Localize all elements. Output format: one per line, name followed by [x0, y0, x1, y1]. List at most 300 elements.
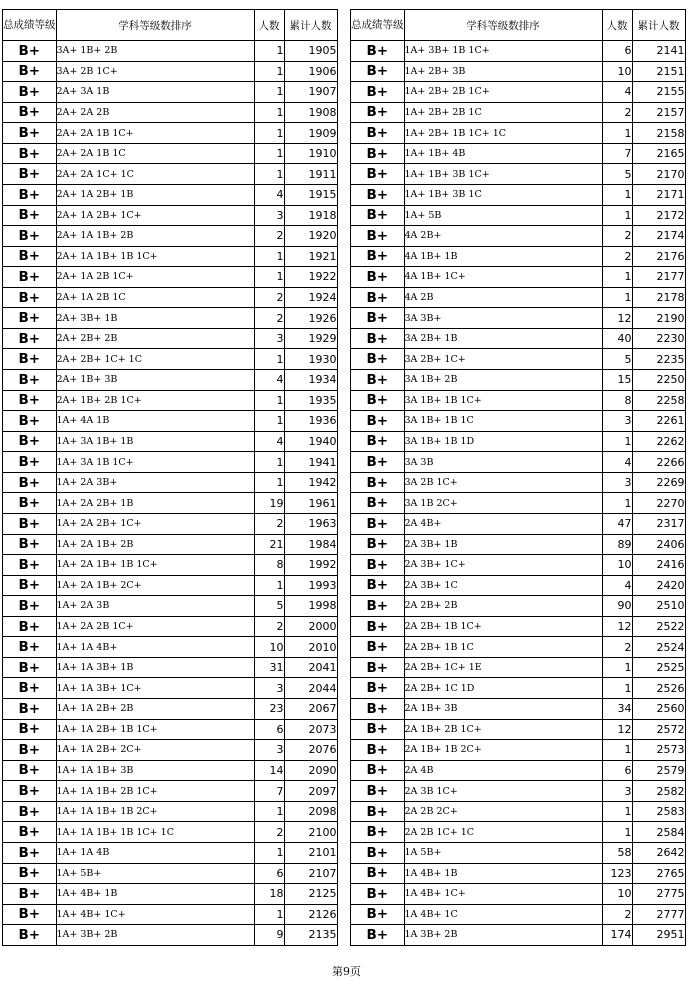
table-row	[3, 287, 338, 308]
grade-cell: B+	[3, 472, 57, 493]
cropped-title-fragment	[160, 0, 540, 6]
table-row	[3, 678, 338, 699]
cumulative-cell: 2000	[284, 616, 337, 637]
grade-cell: B+	[3, 904, 57, 925]
subject-ranks-cell: 2A+ 1A 2B+ 1B	[56, 184, 254, 205]
cumulative-cell: 2525	[632, 657, 685, 678]
grade-cell: B+	[3, 513, 57, 534]
subject-ranks-cell: 1A+ 3A 1B+ 1B	[56, 431, 254, 452]
cumulative-cell: 1921	[284, 246, 337, 267]
count-cell: 4	[254, 370, 284, 391]
table-row	[351, 657, 686, 678]
subject-ranks-cell: 1A+ 2A 1B+ 2B	[56, 534, 254, 555]
table-row	[351, 184, 686, 205]
cumulative-cell: 2583	[632, 801, 685, 822]
cumulative-cell: 1926	[284, 308, 337, 329]
subject-ranks-cell: 1A+ 1B+ 4B	[404, 143, 602, 164]
subject-ranks-cell: 1A+ 2A 1B+ 2C+	[56, 575, 254, 596]
table-row	[351, 267, 686, 288]
grade-cell: B+	[3, 349, 57, 370]
table-row	[351, 82, 686, 103]
grade-cell: B+	[3, 82, 57, 103]
count-cell: 3	[254, 205, 284, 226]
subject-ranks-cell: 1A+ 1A 1B+ 1B 2C+	[56, 801, 254, 822]
count-cell: 1	[254, 41, 284, 62]
cumulative-cell: 1992	[284, 555, 337, 576]
grade-cell: B+	[351, 349, 405, 370]
table-row	[351, 884, 686, 905]
grade-cell: B+	[351, 390, 405, 411]
table-row	[3, 452, 338, 473]
grade-cell: B+	[351, 678, 405, 699]
count-cell: 18	[254, 884, 284, 905]
grade-cell: B+	[3, 267, 57, 288]
cumulative-cell: 2524	[632, 637, 685, 658]
grade-cell: B+	[351, 82, 405, 103]
cumulative-cell: 2420	[632, 575, 685, 596]
cumulative-cell: 2126	[284, 904, 337, 925]
table-row	[3, 102, 338, 123]
table-row	[351, 41, 686, 62]
table-row	[3, 123, 338, 144]
table-row	[351, 616, 686, 637]
count-cell: 1	[254, 452, 284, 473]
grade-cell: B+	[3, 226, 57, 247]
count-cell: 6	[254, 719, 284, 740]
subject-ranks-cell: 1A+ 2A 2B 1C+	[56, 616, 254, 637]
grade-cell: B+	[351, 740, 405, 761]
count-cell: 10	[602, 884, 632, 905]
table-row	[351, 596, 686, 617]
grade-cell: B+	[3, 102, 57, 123]
table-row	[3, 82, 338, 103]
subject-ranks-cell: 2A+ 1A 2B+ 1C+	[56, 205, 254, 226]
grade-cell: B+	[3, 328, 57, 349]
grade-cell: B+	[351, 781, 405, 802]
grade-cell: B+	[3, 308, 57, 329]
table-row	[351, 308, 686, 329]
count-cell: 123	[602, 863, 632, 884]
subject-ranks-cell: 2A 1B+ 1B 2C+	[404, 740, 602, 761]
subject-ranks-cell: 2A+ 2A 1B 1C	[56, 143, 254, 164]
grade-cell: B+	[3, 596, 57, 617]
grade-cell: B+	[3, 41, 57, 62]
subject-ranks-cell: 3A 1B+ 1B 1C+	[404, 390, 602, 411]
subject-ranks-cell: 2A+ 2B+ 2B	[56, 328, 254, 349]
table-row	[351, 370, 686, 391]
table-row	[351, 699, 686, 720]
cumulative-cell: 2262	[632, 431, 685, 452]
subject-ranks-cell: 3A 1B 2C+	[404, 493, 602, 514]
count-cell: 1	[602, 287, 632, 308]
count-cell: 15	[602, 370, 632, 391]
count-cell: 6	[602, 760, 632, 781]
cumulative-cell: 2230	[632, 328, 685, 349]
count-cell: 1	[254, 904, 284, 925]
table-row	[3, 184, 338, 205]
cumulative-cell: 1905	[284, 41, 337, 62]
count-cell: 2	[602, 637, 632, 658]
grade-cell: B+	[3, 390, 57, 411]
grade-cell: B+	[351, 41, 405, 62]
cumulative-cell: 2579	[632, 760, 685, 781]
table-row	[351, 555, 686, 576]
grade-cell: B+	[3, 699, 57, 720]
subject-ranks-cell: 2A 2B+ 1B 1C	[404, 637, 602, 658]
cumulative-cell: 1907	[284, 82, 337, 103]
subject-ranks-cell: 3A 1B+ 1B 1D	[404, 431, 602, 452]
count-cell: 6	[602, 41, 632, 62]
subject-ranks-cell: 1A+ 2A 3B	[56, 596, 254, 617]
grade-cell: B+	[351, 184, 405, 205]
cumulative-cell: 2135	[284, 925, 337, 946]
table-row	[3, 472, 338, 493]
count-cell: 1	[254, 267, 284, 288]
table-row	[3, 657, 338, 678]
cumulative-cell: 2269	[632, 472, 685, 493]
grade-cell: B+	[351, 596, 405, 617]
count-cell: 1	[602, 431, 632, 452]
cumulative-cell: 1934	[284, 370, 337, 391]
table-row	[351, 287, 686, 308]
subject-ranks-cell: 2A+ 1A 2B 1C+	[56, 267, 254, 288]
cumulative-cell: 2107	[284, 863, 337, 884]
count-cell: 47	[602, 513, 632, 534]
cumulative-cell: 1906	[284, 61, 337, 82]
count-cell: 5	[254, 596, 284, 617]
cumulative-cell: 1942	[284, 472, 337, 493]
cumulative-cell: 2406	[632, 534, 685, 555]
count-cell: 31	[254, 657, 284, 678]
table-row	[351, 164, 686, 185]
cumulative-cell: 1915	[284, 184, 337, 205]
cumulative-cell: 2073	[284, 719, 337, 740]
grade-cell: B+	[3, 637, 57, 658]
cumulative-cell: 1941	[284, 452, 337, 473]
grade-cell: B+	[3, 575, 57, 596]
subject-ranks-cell: 1A+ 1A 1B+ 1B 1C+ 1C	[56, 822, 254, 843]
count-cell: 2	[602, 226, 632, 247]
count-cell: 4	[602, 452, 632, 473]
grade-cell: B+	[351, 904, 405, 925]
subject-ranks-cell: 1A+ 1A 2B+ 2C+	[56, 740, 254, 761]
table-row	[351, 102, 686, 123]
table-row	[351, 411, 686, 432]
table-row	[351, 493, 686, 514]
count-cell: 8	[254, 555, 284, 576]
header-count: 人数	[254, 10, 284, 41]
count-cell: 4	[602, 575, 632, 596]
table-row	[3, 349, 338, 370]
subject-ranks-cell: 2A+ 1B+ 2B 1C+	[56, 390, 254, 411]
subject-ranks-cell: 1A 4B+ 1C+	[404, 884, 602, 905]
count-cell: 21	[254, 534, 284, 555]
cumulative-cell: 2258	[632, 390, 685, 411]
grade-cell: B+	[351, 102, 405, 123]
subject-ranks-cell: 2A 2B 2C+	[404, 801, 602, 822]
cumulative-cell: 2176	[632, 246, 685, 267]
grade-cell: B+	[3, 781, 57, 802]
table-row	[3, 575, 338, 596]
subject-ranks-cell: 2A 3B+ 1C	[404, 575, 602, 596]
table-row	[3, 699, 338, 720]
table-row	[351, 328, 686, 349]
grade-cell: B+	[351, 123, 405, 144]
table-row	[351, 719, 686, 740]
grade-cell: B+	[3, 534, 57, 555]
cumulative-cell: 2157	[632, 102, 685, 123]
cumulative-cell: 2178	[632, 287, 685, 308]
table-row	[3, 390, 338, 411]
grade-table-left	[2, 9, 338, 946]
table-row	[351, 123, 686, 144]
table-row	[351, 925, 686, 946]
count-cell: 1	[602, 123, 632, 144]
cumulative-cell: 2044	[284, 678, 337, 699]
count-cell: 6	[254, 863, 284, 884]
cumulative-cell: 2041	[284, 657, 337, 678]
header-cumulative: 累计人数	[284, 10, 337, 41]
subject-ranks-cell: 1A+ 1A 3B+ 1C+	[56, 678, 254, 699]
subject-ranks-cell: 1A+ 2A 3B+	[56, 472, 254, 493]
table-row	[3, 781, 338, 802]
table-row	[351, 390, 686, 411]
cumulative-cell: 1935	[284, 390, 337, 411]
count-cell: 8	[602, 390, 632, 411]
count-cell: 89	[602, 534, 632, 555]
count-cell: 1	[602, 801, 632, 822]
grade-cell: B+	[3, 801, 57, 822]
count-cell: 1	[254, 123, 284, 144]
cumulative-cell: 2951	[632, 925, 685, 946]
count-cell: 12	[602, 719, 632, 740]
cumulative-cell: 1909	[284, 123, 337, 144]
subject-ranks-cell: 4A 1B+ 1B	[404, 246, 602, 267]
subject-ranks-cell: 2A+ 1B+ 3B	[56, 370, 254, 391]
table-row	[351, 801, 686, 822]
table-row	[351, 61, 686, 82]
grade-cell: B+	[3, 657, 57, 678]
grade-cell: B+	[3, 205, 57, 226]
cumulative-cell: 2151	[632, 61, 685, 82]
table-row	[3, 760, 338, 781]
cumulative-cell: 2765	[632, 863, 685, 884]
subject-ranks-cell: 2A+ 1A 1B+ 1B 1C+	[56, 246, 254, 267]
count-cell: 1	[254, 390, 284, 411]
header-subjects: 学科等级数排序	[56, 10, 254, 41]
cumulative-cell: 1924	[284, 287, 337, 308]
cumulative-cell: 2171	[632, 184, 685, 205]
page-number: 第9页	[332, 965, 361, 978]
subject-ranks-cell: 2A+ 3B+ 1B	[56, 308, 254, 329]
count-cell: 1	[254, 575, 284, 596]
count-cell: 1	[254, 164, 284, 185]
count-cell: 1	[254, 801, 284, 822]
count-cell: 10	[602, 61, 632, 82]
cumulative-cell: 2526	[632, 678, 685, 699]
grade-cell: B+	[351, 719, 405, 740]
grade-cell: B+	[351, 226, 405, 247]
subject-ranks-cell: 1A+ 2B+ 2B 1C	[404, 102, 602, 123]
cumulative-cell: 2510	[632, 596, 685, 617]
grade-cell: B+	[3, 555, 57, 576]
subject-ranks-cell: 1A+ 2B+ 3B	[404, 61, 602, 82]
subject-ranks-cell: 3A 2B+ 1B	[404, 328, 602, 349]
grade-cell: B+	[351, 760, 405, 781]
grade-cell: B+	[351, 822, 405, 843]
cumulative-cell: 1984	[284, 534, 337, 555]
subject-ranks-cell: 1A+ 3B+ 2B	[56, 925, 254, 946]
grade-cell: B+	[3, 678, 57, 699]
table-row	[351, 472, 686, 493]
header-grade: 总成绩等级	[3, 10, 57, 41]
subject-ranks-cell: 3A+ 2B 1C+	[56, 61, 254, 82]
table-row	[351, 822, 686, 843]
grade-cell: B+	[3, 925, 57, 946]
count-cell: 58	[602, 842, 632, 863]
cumulative-cell: 1961	[284, 493, 337, 514]
subject-ranks-cell: 1A+ 2A 1B+ 1B 1C+	[56, 555, 254, 576]
subject-ranks-cell: 1A+ 1A 2B+ 2B	[56, 699, 254, 720]
grade-cell: B+	[3, 842, 57, 863]
grade-cell: B+	[351, 555, 405, 576]
subject-ranks-cell: 2A+ 2A 1C+ 1C	[56, 164, 254, 185]
header-subjects: 学科等级数排序	[404, 10, 602, 41]
grade-cell: B+	[3, 452, 57, 473]
subject-ranks-cell: 2A 4B+	[404, 513, 602, 534]
table-row	[3, 370, 338, 391]
grade-cell: B+	[3, 884, 57, 905]
subject-ranks-cell: 1A+ 4A 1B	[56, 411, 254, 432]
cumulative-cell: 2125	[284, 884, 337, 905]
subject-ranks-cell: 1A+ 5B	[404, 205, 602, 226]
count-cell: 10	[254, 637, 284, 658]
count-cell: 19	[254, 493, 284, 514]
grade-cell: B+	[351, 863, 405, 884]
table-row	[351, 349, 686, 370]
count-cell: 3	[602, 411, 632, 432]
cumulative-cell: 2573	[632, 740, 685, 761]
grade-cell: B+	[3, 370, 57, 391]
grade-cell: B+	[3, 740, 57, 761]
grade-cell: B+	[3, 493, 57, 514]
subject-ranks-cell: 3A 1B+ 1B 1C	[404, 411, 602, 432]
count-cell: 1	[254, 842, 284, 863]
count-cell: 2	[254, 616, 284, 637]
subject-ranks-cell: 1A+ 1A 4B	[56, 842, 254, 863]
count-cell: 2	[254, 513, 284, 534]
count-cell: 7	[254, 781, 284, 802]
count-cell: 2	[602, 904, 632, 925]
count-cell: 1	[602, 184, 632, 205]
count-cell: 34	[602, 699, 632, 720]
cumulative-cell: 2584	[632, 822, 685, 843]
cumulative-cell: 2261	[632, 411, 685, 432]
grade-cell: B+	[3, 616, 57, 637]
subject-ranks-cell: 1A+ 1B+ 3B 1C+	[404, 164, 602, 185]
subject-ranks-cell: 1A+ 4B+ 1B	[56, 884, 254, 905]
count-cell: 1	[254, 411, 284, 432]
table-row	[351, 904, 686, 925]
count-cell: 2	[254, 822, 284, 843]
subject-ranks-cell: 2A 2B+ 1C 1D	[404, 678, 602, 699]
cumulative-cell: 2141	[632, 41, 685, 62]
cumulative-cell: 2270	[632, 493, 685, 514]
cumulative-cell: 2170	[632, 164, 685, 185]
cumulative-cell: 1911	[284, 164, 337, 185]
grade-cell: B+	[3, 760, 57, 781]
grade-cell: B+	[351, 884, 405, 905]
count-cell: 90	[602, 596, 632, 617]
table-row	[3, 555, 338, 576]
subject-ranks-cell: 2A+ 2A 1B 1C+	[56, 123, 254, 144]
subject-ranks-cell: 2A 2B 1C+ 1C	[404, 822, 602, 843]
grade-cell: B+	[3, 411, 57, 432]
table-row	[3, 616, 338, 637]
grade-cell: B+	[351, 370, 405, 391]
subject-ranks-cell: 3A 1B+ 2B	[404, 370, 602, 391]
count-cell: 1	[602, 657, 632, 678]
grade-cell: B+	[351, 328, 405, 349]
subject-ranks-cell: 2A+ 1A 2B 1C	[56, 287, 254, 308]
table-row	[351, 781, 686, 802]
table-row	[351, 740, 686, 761]
cumulative-cell: 1993	[284, 575, 337, 596]
grade-cell: B+	[351, 842, 405, 863]
count-cell: 1	[254, 246, 284, 267]
count-cell: 40	[602, 328, 632, 349]
subject-ranks-cell: 2A+ 2A 2B	[56, 102, 254, 123]
table-row	[3, 863, 338, 884]
table-row	[3, 431, 338, 452]
grade-cell: B+	[3, 719, 57, 740]
table-row	[3, 328, 338, 349]
grade-cell: B+	[3, 123, 57, 144]
subject-ranks-cell: 1A+ 2B+ 2B 1C+	[404, 82, 602, 103]
cumulative-cell: 2010	[284, 637, 337, 658]
cumulative-cell: 1920	[284, 226, 337, 247]
table-row	[351, 452, 686, 473]
cumulative-cell: 1918	[284, 205, 337, 226]
subject-ranks-cell: 4A 2B+	[404, 226, 602, 247]
table-row	[3, 740, 338, 761]
table-header-row	[3, 10, 338, 41]
grade-cell: B+	[351, 575, 405, 596]
subject-ranks-cell: 1A+ 3B+ 1B 1C+	[404, 41, 602, 62]
table-row	[3, 61, 338, 82]
count-cell: 4	[254, 431, 284, 452]
count-cell: 14	[254, 760, 284, 781]
table-row	[3, 904, 338, 925]
subject-ranks-cell: 2A 2B+ 1C+ 1E	[404, 657, 602, 678]
cumulative-cell: 2266	[632, 452, 685, 473]
table-row	[3, 411, 338, 432]
count-cell: 12	[602, 308, 632, 329]
cumulative-cell: 2101	[284, 842, 337, 863]
count-cell: 3	[602, 781, 632, 802]
table-row	[351, 205, 686, 226]
cumulative-cell: 2250	[632, 370, 685, 391]
cumulative-cell: 1936	[284, 411, 337, 432]
count-cell: 1	[254, 143, 284, 164]
table-row	[3, 534, 338, 555]
subject-ranks-cell: 1A+ 5B+	[56, 863, 254, 884]
subject-ranks-cell: 2A 3B+ 1C+	[404, 555, 602, 576]
subject-ranks-cell: 1A 4B+ 1C	[404, 904, 602, 925]
table-row	[351, 575, 686, 596]
subject-ranks-cell: 2A 3B 1C+	[404, 781, 602, 802]
count-cell: 3	[254, 678, 284, 699]
